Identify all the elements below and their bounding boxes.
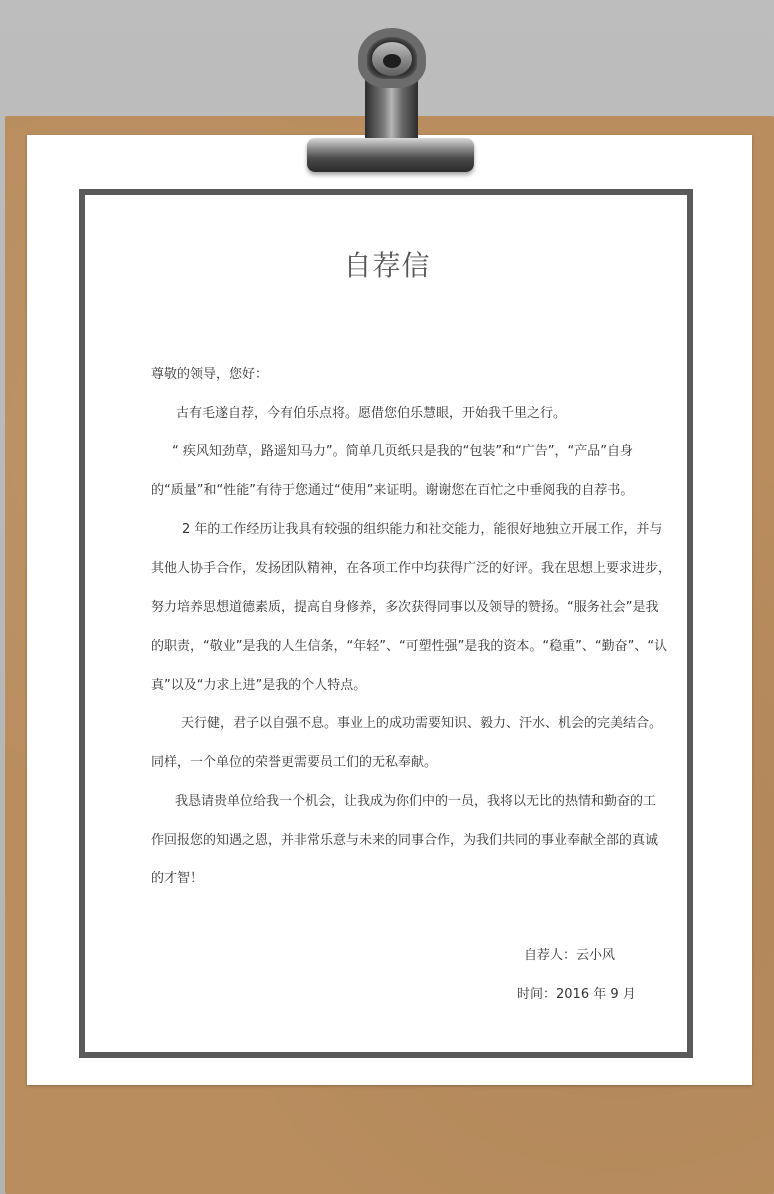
letter-line: 天行健，君子以自强不息。事业上的成功需要知识、毅力、汗水、机会的完美结合。 <box>181 716 663 731</box>
letter-line: 真”以及“力求上进”是我的个人特点。 <box>151 678 367 693</box>
letter-line: 努力培养思想道德素质，提高自身修养，多次获得同事以及领导的赞扬。“服务社会”是我 <box>151 600 659 615</box>
letter-line: 我恳请贵单位给我一个机会，让我成为你们中的一员，我将以无比的热情和勤奋的工 <box>175 794 657 809</box>
letter-line: 作回报您的知遇之恩，并非常乐意与未来的同事合作，为我们共同的事业奉献全部的真诚 <box>151 833 659 848</box>
clip-hole <box>383 54 401 68</box>
letter-line: “ 疾风知劲草，路遥知马力”。简单几页纸只是我的“包装”和“广告”，“产品”自身 <box>172 444 634 459</box>
letter-line: 的才智！ <box>151 871 204 886</box>
letter-line: 的“质量”和“性能”有待于您通过“使用”来证明。谢谢您在百忙之中垂阅我的自荐书。 <box>151 483 634 498</box>
letter-title: 自荐信 <box>343 249 431 282</box>
letter-line: 古有毛遂自荐，今有伯乐点将。愿借您伯乐慧眼，开始我千里之行。 <box>176 406 567 421</box>
letter-line: 的职责，“敬业”是我的人生信条，“年轻”、“可塑性强”是我的资本。“稳重”、“勤奋”、“认 <box>151 639 668 654</box>
binder-clip-icon <box>307 138 474 172</box>
letter-line: 2 年的工作经历让我具有较强的组织能力和社交能力，能很好地独立开展工作，并与 <box>182 522 663 537</box>
letter-line: 同样，一个单位的荣誉更需要员工们的无私奉献。 <box>151 755 438 770</box>
letter-date: 时间：2016 年 9 月 <box>517 987 636 1002</box>
letter-signature: 自荐人：云小风 <box>524 948 616 963</box>
letter-frame <box>79 189 693 1058</box>
letter-line: 其他人协手合作，发扬团队精神，在各项工作中均获得广泛的好评。我在思想上要求进步， <box>151 561 672 576</box>
letter-salutation: 尊敬的领导，您好： <box>151 367 269 382</box>
